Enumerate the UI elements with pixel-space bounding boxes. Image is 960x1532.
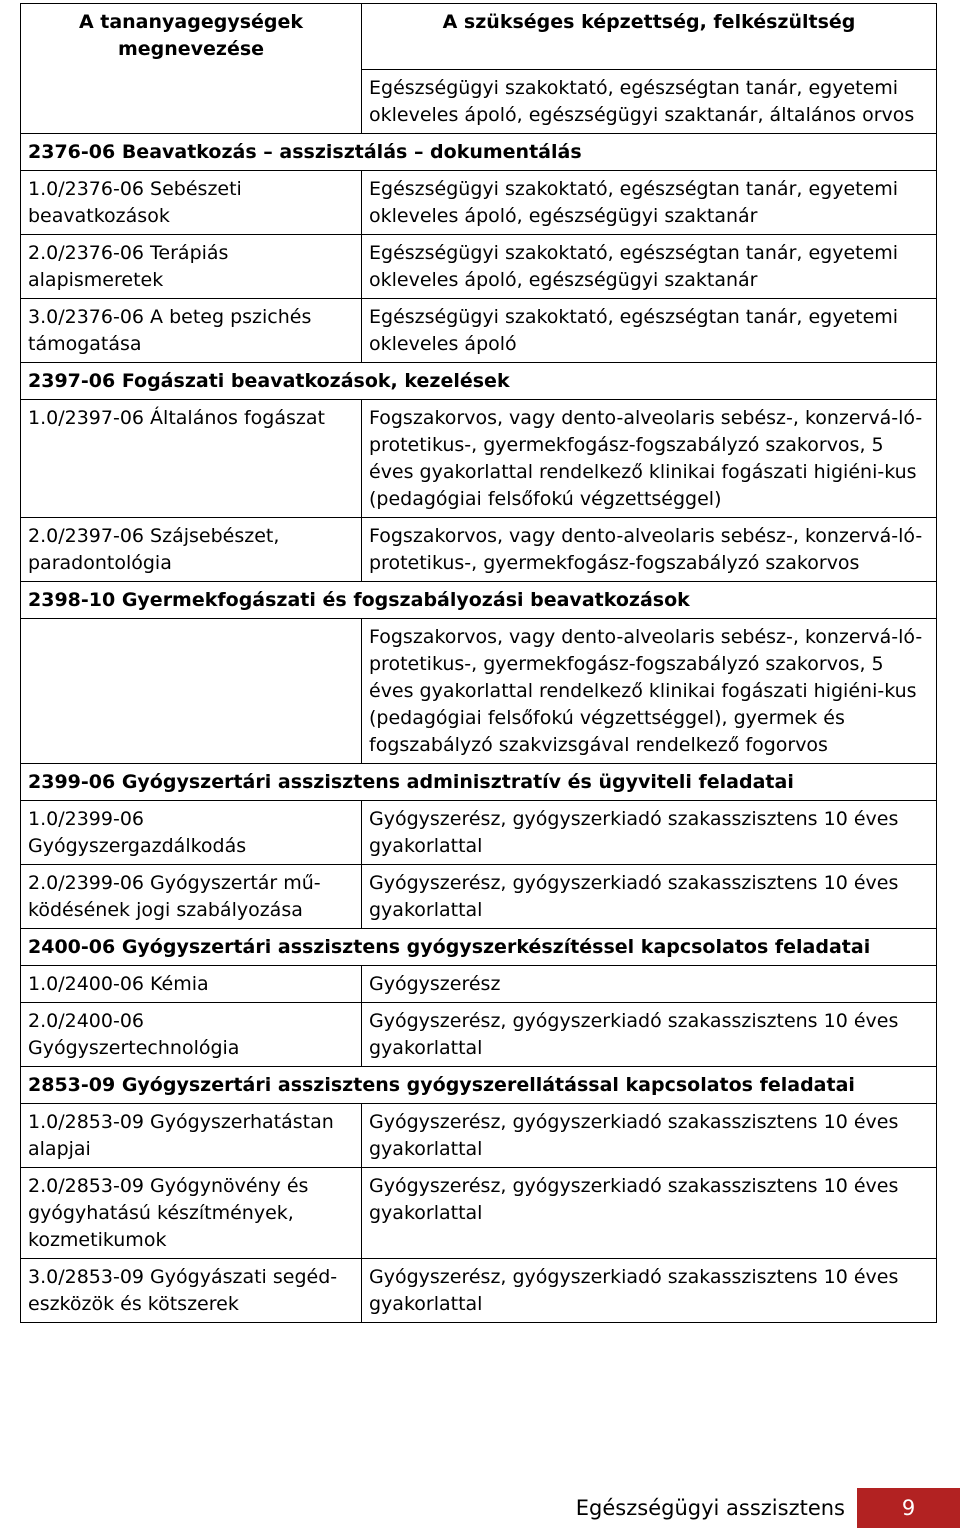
unit-qualification: Gyógyszerész, gyógyszerkiadó szakasszisztens 10 éves gyakorlattal [362, 865, 937, 929]
unit-qualification: Gyógyszerész, gyógyszerkiadó szakasszisztens 10 éves gyakorlattal [362, 1168, 937, 1259]
unit-qualification: Gyógyszerész [362, 966, 937, 1003]
unit-name: 1.0/2399-06 Gyógyszergazdálkodás [21, 801, 362, 865]
section-title: 2397-06 Fogászati beavatkozások, kezelések [21, 363, 937, 400]
section-title: 2399-06 Gyógyszertári asszisztens adminisztratív és ügyviteli feladatai [21, 764, 937, 801]
table-row [21, 1003, 937, 1067]
page-number: 9 [857, 1488, 960, 1528]
header-qualification: A szükséges képzettség, felkészültség [362, 4, 937, 70]
table-row [21, 1104, 937, 1168]
unit-qualification: Egészségügyi szakoktató, egészségtan tanár, egyetemi okleveles ápoló, egészségügyi szaktanár [362, 235, 937, 299]
intro-qualification: Egészségügyi szakoktató, egészségtan tanár, egyetemi okleveles ápoló, egészségügyi szaktanár, általános orvos [362, 70, 937, 134]
unit-qualification: Gyógyszerész, gyógyszerkiadó szakasszisztens 10 éves gyakorlattal [362, 801, 937, 865]
unit-name: 2.0/2397-06 Szájsebészet, paradontológia [21, 518, 362, 582]
unit-name: 2.0/2853-09 Gyógynövény és gyógyhatású készítmények, kozmetikumok [21, 1168, 362, 1259]
header-units: A tananyagegységek megnevezése [21, 4, 362, 134]
header-row [21, 4, 937, 70]
table-row [21, 299, 937, 363]
section-title: 2376-06 Beavatkozás – asszisztálás – dokumentálás [21, 134, 937, 171]
unit-name: 1.0/2376-06 Sebészeti beavatkozások [21, 171, 362, 235]
page-footer [576, 1488, 960, 1528]
unit-name: 1.0/2397-06 Általános fogászat [21, 400, 362, 518]
table-row [21, 966, 937, 1003]
table-row [21, 1168, 937, 1259]
section-title: 2398-10 Gyermekfogászati és fogszabályozási beavatkozások [21, 582, 937, 619]
unit-qualification: Gyógyszerész, gyógyszerkiadó szakasszisztens 10 éves gyakorlattal [362, 1259, 937, 1323]
unit-qualification: Fogszakorvos, vagy dento-alveolaris sebész-, konzervá-ló-protetikus-, gyermekfogász-fogszabályzó szakorvos, 5 éves gyakorlattal rendelkező klinikai fogászati higiéni-kus (pedagógiai felsőfokú végzettséggel), gyermek és fogszabályzó szakvizsgával rendelkező fogorvos [362, 619, 937, 764]
table-row [21, 400, 937, 518]
footer-title: Egészségügyi asszisztens [575, 1496, 845, 1520]
table-row [21, 235, 937, 299]
unit-name: 2.0/2376-06 Terápiás alapismeretek [21, 235, 362, 299]
section-title: 2853-09 Gyógyszertári asszisztens gyógyszerellátással kapcsolatos feladatai [21, 1067, 937, 1104]
unit-qualification: Gyógyszerész, gyógyszerkiadó szakasszisztens 10 éves gyakorlattal [362, 1003, 937, 1067]
unit-name: 2.0/2399-06 Gyógyszertár mű-ködésének jogi szabályozása [21, 865, 362, 929]
unit-name: 3.0/2853-09 Gyógyászati segéd-eszközök és kötszerek [21, 1259, 362, 1323]
unit-qualification: Fogszakorvos, vagy dento-alveolaris sebész-, konzervá-ló-protetikus-, gyermekfogász-fogszabályzó szakorvos [362, 518, 937, 582]
unit-name: 1.0/2853-09 Gyógyszerhatástan alapjai [21, 1104, 362, 1168]
unit-qualification: Egészségügyi szakoktató, egészségtan tanár, egyetemi okleveles ápoló, egészségügyi szaktanár [362, 171, 937, 235]
unit-name: 1.0/2400-06 Kémia [21, 966, 362, 1003]
unit-qualification: Fogszakorvos, vagy dento-alveolaris sebész-, konzervá-ló-protetikus-, gyermekfogász-fogszabályzó szakorvos, 5 éves gyakorlattal rendelkező klinikai fogászati higiéni-kus (pedagógiai felsőfokú végzettséggel) [362, 400, 937, 518]
table-row [21, 1259, 937, 1323]
table-row [21, 518, 937, 582]
table-row [21, 619, 937, 764]
unit-name: 2.0/2400-06 Gyógyszertechnológia [21, 1003, 362, 1067]
unit-qualification: Gyógyszerész, gyógyszerkiadó szakasszisztens 10 éves gyakorlattal [362, 1104, 937, 1168]
table-row [21, 865, 937, 929]
table-row [21, 801, 937, 865]
unit-name [21, 619, 362, 764]
unit-name: 3.0/2376-06 A beteg pszichés támogatása [21, 299, 362, 363]
table-row [21, 171, 937, 235]
qualification-table [20, 3, 937, 1323]
unit-qualification: Egészségügyi szakoktató, egészségtan tanár, egyetemi okleveles ápoló [362, 299, 937, 363]
section-title: 2400-06 Gyógyszertári asszisztens gyógyszerkészítéssel kapcsolatos feladatai [21, 929, 937, 966]
